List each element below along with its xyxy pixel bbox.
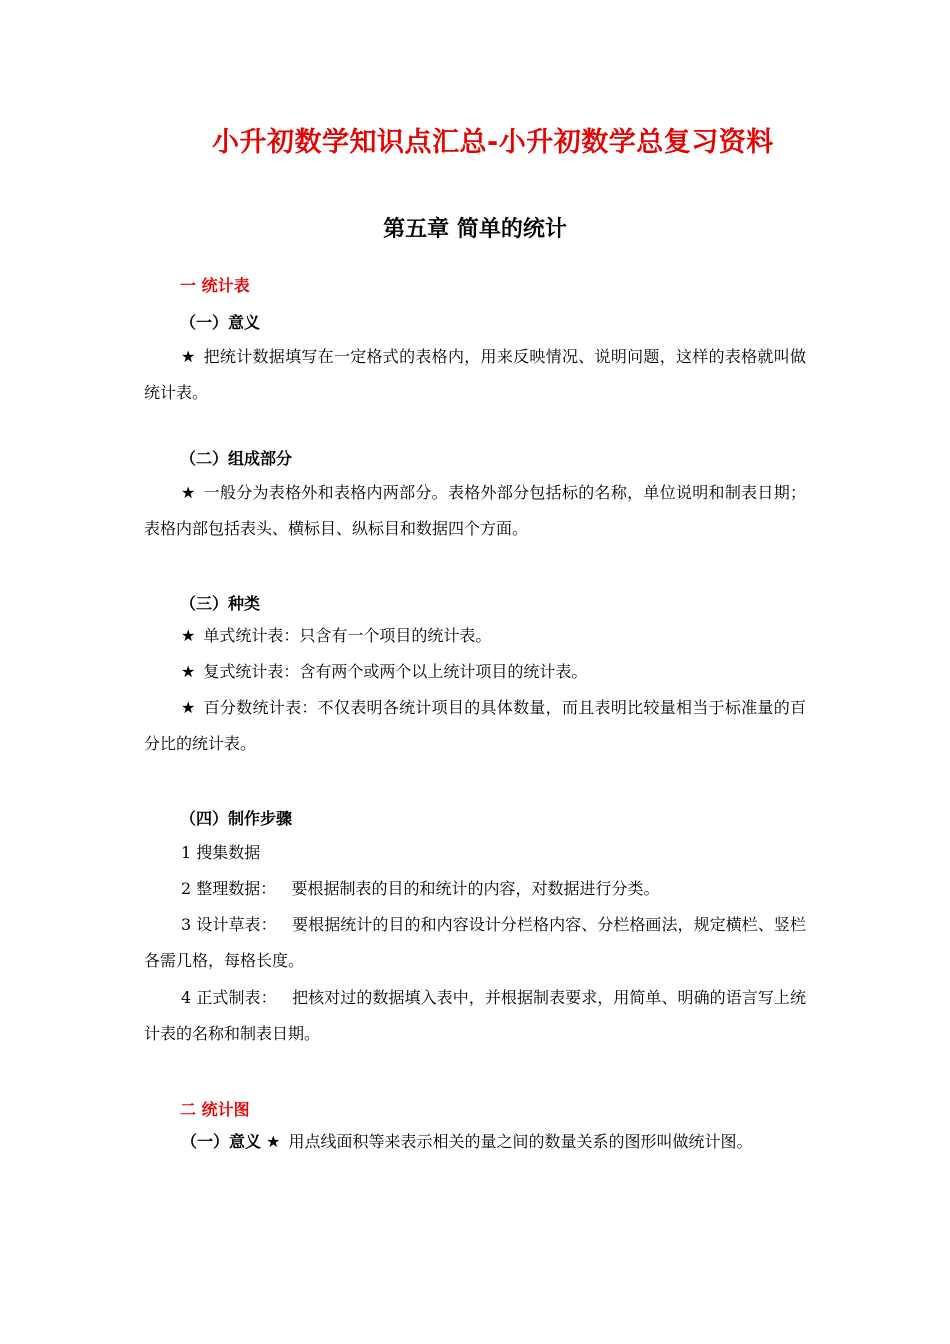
star-bullet: ★ [181,662,196,681]
subsection-title-types: （三）种类 [180,594,261,613]
star-bullet: ★ [266,1132,281,1151]
chapter-title: 第五章 简单的统计 [383,217,567,242]
step-label: 1 搜集数据 [181,843,261,862]
step-label: 3 设计草表： [181,915,277,934]
main-title: 小升初数学知识点汇总-小升初数学总复习资料 [212,127,774,158]
subsection-title-chart-meaning: （一）意义 [181,1132,262,1151]
step-item [181,841,260,865]
list-item-text: 百分数统计表：不仅表明各统计项目的具体数量，而且表明比较量相当于标准量的百分比的统计表。 [144,698,806,753]
paragraph-meaning [144,339,806,411]
step-item [181,877,660,901]
paragraph-text: 一般分为表格外和表格内两部分。表格外部分包括标的名称，单位说明和制表日期；表格内部包括表头、横标目、纵标目和数据四个方面。 [144,483,806,538]
paragraph-parts [144,475,806,547]
step-item [144,980,806,1052]
list-item [144,690,806,762]
step-text: 要根据制表的目的和统计的内容，对数据进行分类。 [291,879,660,898]
list-item [181,624,491,648]
subsection-title-meaning: （一）意义 [180,313,261,332]
step-item [144,907,806,979]
star-bullet: ★ [181,347,196,366]
section-title-stat-table: 一 统计表 [180,276,250,295]
list-item-text: 单式统计表：只含有一个项目的统计表。 [203,626,492,645]
star-bullet: ★ [181,698,196,717]
subsection-title-steps: （四）制作步骤 [180,809,293,828]
paragraph-chart-meaning [144,1124,806,1160]
list-item [181,660,587,684]
section-title-stat-chart: 二 统计图 [180,1100,250,1119]
paragraph-text: 把统计数据填写在一定格式的表格内，用来反映情况、说明问题，这样的表格就叫做统计表。 [144,347,806,402]
step-label: 4 正式制表： [181,988,277,1007]
star-bullet: ★ [181,483,196,502]
step-text: 把核对过的数据填入表中，并根据制表要求，用简单、明确的语言写上统计表的名称和制表日期。 [144,988,806,1043]
star-bullet: ★ [181,626,196,645]
step-label: 2 整理数据： [181,879,277,898]
list-item-text: 复式统计表：含有两个或两个以上统计项目的统计表。 [203,662,588,681]
step-text: 要根据统计的目的和内容设计分栏格内容、分栏格画法，规定横栏、竖栏各需几格，每格长度。 [144,915,806,970]
paragraph-text: 用点线面积等来表示相关的量之间的数量关系的图形叫做统计图。 [288,1132,753,1151]
subsection-title-parts: （二）组成部分 [180,449,293,468]
